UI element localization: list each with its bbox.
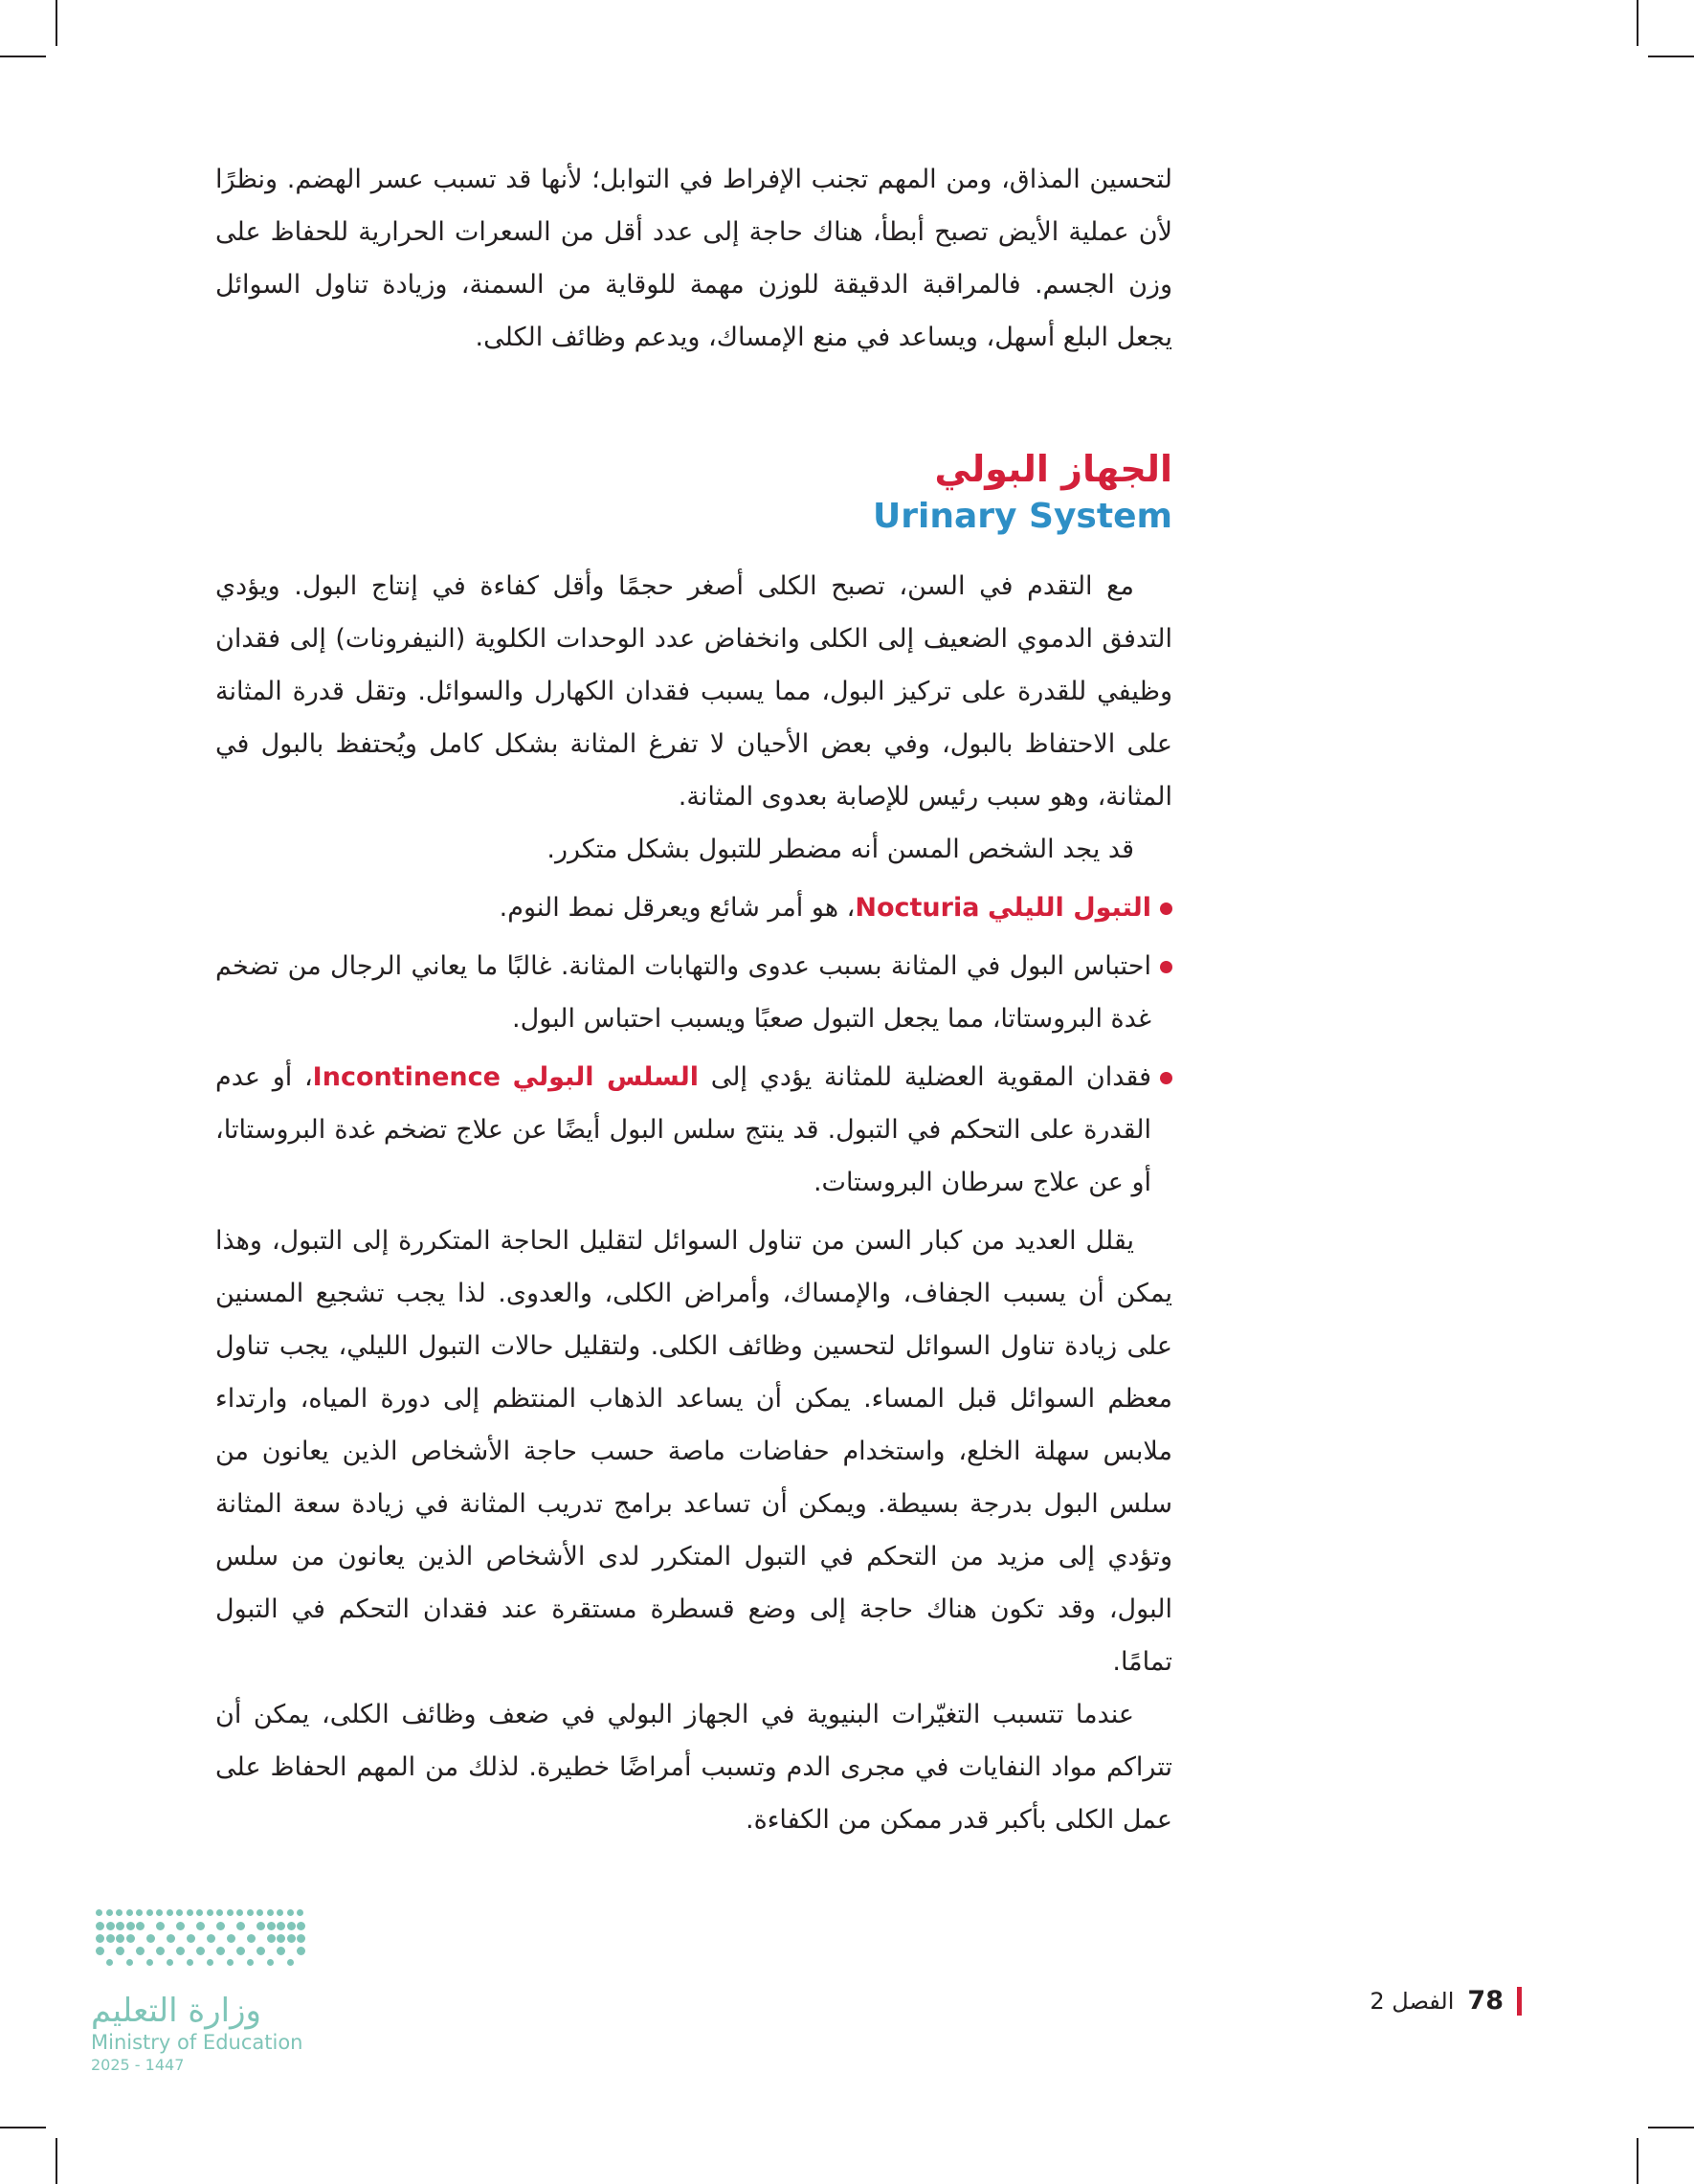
logo-dot <box>277 1947 285 1955</box>
crop-mark <box>1648 56 1694 57</box>
list-item <box>215 940 1172 1045</box>
logo-dot <box>207 1959 213 1966</box>
logo-dot <box>216 1922 225 1930</box>
intro-paragraph: لتحسين المذاق، ومن المهم تجنب الإفراط في التوابل؛ لأنها قد تسبب عسر الهضم. ونظرًا لأن عملية الأيض تصبح أبطأ، هناك حاجة إلى عدد أقل من السعرات الحرارية للحفاظ على وزن الجسم. فالمراقبة الدقيقة للوزن مهمة للوقاية من السمنة، وزيادة تناول السوائل يجعل البلع أسهل، ويساعد في منع الإمساك، ويدعم وظائف الكلى. <box>215 165 1172 352</box>
paragraph-kidneys: مع التقدم في السن، تصبح الكلى أصغر حجمًا وأقل كفاءة في إنتاج البول. ويؤدي التدفق الدموي الضعيف إلى الكلى وانخفاض عدد الوحدات الكلوية (النيفرونات) إلى فقدان وظيفي للقدرة على تركيز البول، مما يسبب فقدان الكهارل والسوائل. وتقل قدرة المثانة على الاحتفاظ بالبول، وفي بعض الأحيان لا تفرغ المثانة بشكل كامل ويُحتفظ بالبول في المثانة، وهو سبب رئيس للإصابة بعدوى المثانة. <box>215 571 1172 812</box>
list-item <box>215 1051 1172 1209</box>
bullet-text: احتباس البول في المثانة بسبب عدوى والتهابات المثانة. غالبًا ما يعاني الرجال من تضخم غدة البروستاتا، مما يجعل التبول صعبًا ويسبب احتباس البول. <box>215 951 1151 1034</box>
footer-divider <box>1517 1987 1522 2016</box>
logo-dot <box>267 1909 274 1916</box>
logo-year: 2025 - 1447 <box>91 2056 185 2074</box>
bullet-list <box>215 881 1172 1209</box>
logo-dot <box>187 1909 193 1916</box>
bullet-icon <box>1160 903 1172 915</box>
logo-dot <box>236 1947 245 1955</box>
logo-dot <box>297 1909 303 1916</box>
logo-dot <box>167 1909 173 1916</box>
logo-dot <box>116 1947 124 1955</box>
logo-name-en: Ministry of Education <box>91 2031 303 2054</box>
logo-dot <box>287 1934 296 1943</box>
section-title-ar: الجهاز البولي <box>934 448 1172 490</box>
bullet-icon <box>1160 961 1172 973</box>
logo-dot <box>256 1922 265 1930</box>
page-number: 78 <box>1467 1986 1504 2016</box>
logo-dot <box>297 1934 305 1943</box>
logo-dot <box>106 1909 113 1916</box>
term-incontinence-en: Incontinence <box>312 1062 501 1092</box>
logo-dot <box>136 1922 145 1930</box>
ministry-logo <box>91 1909 311 2076</box>
logo-dot <box>256 1909 263 1916</box>
logo-dot <box>196 1909 203 1916</box>
paragraph-structural-changes: عندما تتسبب التغيّرات البنيوية في الجهاز البولي في ضعف وظائف الكلى، يمكن أن تتراكم مواد النفايات في مجرى الدم وتسبب أمراضًا خطيرة. لذلك من المهم الحفاظ على عمل الكلى بأكبر قدر ممكن من الكفاءة. <box>215 1700 1172 1835</box>
logo-dot <box>187 1959 193 1966</box>
logo-dot <box>176 1909 183 1916</box>
logo-dot <box>196 1922 205 1930</box>
logo-dot <box>236 1909 243 1916</box>
logo-dot <box>126 1934 135 1943</box>
logo-dot <box>267 1959 274 1966</box>
page-footer <box>1370 1986 1522 2016</box>
logo-dot <box>116 1934 124 1943</box>
bullet-icon <box>1160 1072 1172 1084</box>
logo-dot <box>187 1934 195 1943</box>
logo-dot <box>146 1959 153 1966</box>
logo-dot <box>277 1922 285 1930</box>
logo-dot <box>176 1922 185 1930</box>
logo-dot <box>207 1934 215 1943</box>
term-nocturia-ar: التبول الليلي <box>988 893 1151 923</box>
logo-dot <box>156 1922 165 1930</box>
logo-dot <box>146 1934 155 1943</box>
logo-dot <box>156 1947 165 1955</box>
logo-dot <box>176 1947 185 1955</box>
term-nocturia-en: Nocturia <box>855 893 980 923</box>
paragraph-frequent-urination: قد يجد الشخص المسن أنه مضطر للتبول بشكل متكرر. <box>546 835 1134 864</box>
logo-dot <box>287 1959 294 1966</box>
logo-dot <box>126 1922 135 1930</box>
bullet-text: ، هو أمر شائع ويعرقل نمط النوم. <box>499 893 856 923</box>
logo-dot <box>136 1909 143 1916</box>
logo-dot <box>247 1959 254 1966</box>
logo-dot <box>227 1959 234 1966</box>
logo-dot <box>96 1909 102 1916</box>
logo-dot <box>96 1934 104 1943</box>
logo-dots-icon <box>96 1909 311 1976</box>
section-title-en: Urinary System <box>873 497 1172 536</box>
list-item <box>215 881 1172 934</box>
logo-dot <box>216 1947 225 1955</box>
crop-mark <box>1637 2138 1638 2184</box>
bullet-text-before: فقدان المقوية العضلية للمثانة يؤدي إلى <box>699 1062 1151 1092</box>
logo-dot <box>277 1934 285 1943</box>
logo-dot <box>297 1947 305 1955</box>
logo-dot <box>247 1909 254 1916</box>
page-content <box>215 153 1172 1846</box>
logo-dot <box>207 1909 213 1916</box>
section-heading <box>215 445 1172 541</box>
logo-dot <box>287 1909 294 1916</box>
logo-dot <box>267 1922 276 1930</box>
logo-dot <box>136 1947 145 1955</box>
logo-dot <box>116 1922 124 1930</box>
logo-dot <box>216 1909 223 1916</box>
crop-mark <box>1637 0 1638 46</box>
logo-dot <box>256 1947 265 1955</box>
term-incontinence-ar: السلس البولي <box>512 1062 700 1092</box>
crop-mark <box>56 2138 57 2184</box>
logo-name-ar: وزارة التعليم <box>91 1992 261 2030</box>
logo-dot <box>227 1934 235 1943</box>
crop-mark <box>0 2127 46 2128</box>
logo-dot <box>106 1922 115 1930</box>
logo-dot <box>96 1947 104 1955</box>
crop-mark <box>56 0 57 46</box>
logo-dot <box>247 1934 256 1943</box>
logo-dot <box>287 1922 296 1930</box>
logo-dot <box>277 1909 283 1916</box>
logo-dot <box>167 1934 175 1943</box>
logo-dot <box>196 1947 205 1955</box>
logo-dot <box>227 1909 234 1916</box>
logo-dot <box>96 1922 104 1930</box>
bullet-text: ، أو عدم القدرة على التحكم في التبول. قد ينتج سلس البول أيضًا عن علاج تضخم غدة البروستاتا، أو عن علاج سرطان البروستات. <box>215 1062 1151 1197</box>
logo-dot <box>297 1922 305 1930</box>
paragraph-fluid-intake: يقلل العديد من كبار السن من تناول السوائل لتقليل الحاجة المتكررة إلى التبول، وهذا يمكن أن يسبب الجفاف، والإمساك، وأمراض الكلى، والعدوى. لذا يجب تشجيع المسنين على زيادة تناول السوائل لتحسين وظائف الكلى. ولتقليل حالات التبول الليلي، يجب تناول معظم السوائل قبل المساء. يمكن أن يساعد الذهاب المنتظم إلى دورة المياه، وارتداء ملابس سهلة الخلع، واستخدام حفاضات ماصة حسب حاجة الأشخاص الذين يعانون من سلس البول بدرجة بسيطة. ويمكن أن تساعد برامج تدريب المثانة في زيادة سعة المثانة وتؤدي إلى مزيد من التحكم في التبول المتكرر لدى الأشخاص الذين يعانون من سلس البول، وقد تكون هناك حاجة إلى وضع قسطرة مستقرة عند فقدان التحكم في التبول تمامًا. <box>215 1226 1172 1677</box>
logo-dot <box>106 1959 113 1966</box>
logo-dot <box>106 1934 115 1943</box>
logo-dot <box>167 1959 173 1966</box>
chapter-label: الفصل 2 <box>1370 1987 1455 2015</box>
logo-dot <box>126 1909 133 1916</box>
logo-dot <box>146 1909 153 1916</box>
crop-mark <box>0 56 46 57</box>
logo-dot <box>267 1934 276 1943</box>
logo-dot <box>156 1909 163 1916</box>
logo-dot <box>236 1922 245 1930</box>
crop-mark <box>1648 2127 1694 2128</box>
logo-dot <box>116 1909 123 1916</box>
logo-dot <box>126 1959 133 1966</box>
